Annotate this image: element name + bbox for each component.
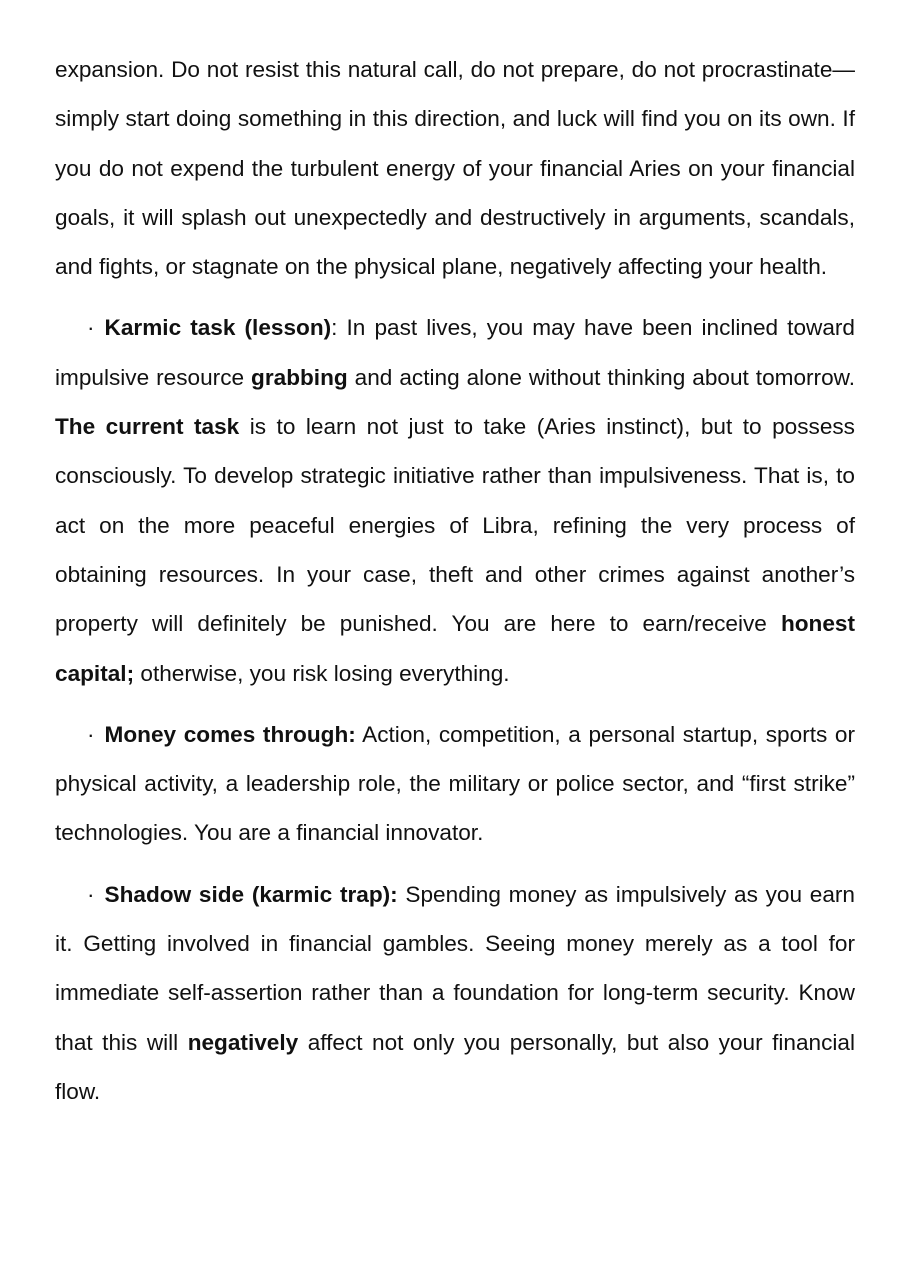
karmic-task-text-3: is to learn not just to take (Aries instinct), but to possess consciously. To develop strategic initiative rather than impulsiveness. That is, to act on the more peaceful energies of Libra, refining the very process of obtaining resources. In your case, theft and other crimes against another’s property will definitely be punished. You are here to earn/receive xyxy=(55,414,855,637)
shadow-side-paragraph xyxy=(55,870,855,1116)
bullet-glyph: · xyxy=(87,721,95,747)
karmic-task-text-2: and acting alone without thinking about tomorrow. xyxy=(347,364,855,390)
bullet-glyph: · xyxy=(87,315,95,341)
karmic-task-text-4: otherwise, you risk losing everything. xyxy=(134,660,510,686)
intro-paragraph xyxy=(55,45,855,291)
bullet-glyph: · xyxy=(87,881,95,907)
karmic-task-bold-honest-capital: honest capital; xyxy=(55,611,855,686)
money-comes-text: Action, competition, a personal startup, sports or physical activity, a leadership role, the military or police sector, and “first strike” technologies. You are a financial innovator. xyxy=(55,721,856,846)
intro-text: expansion. Do not resist this natural call, do not prepare, do not procrastinate—simply start doing something in this direction, and luck will find you on its own. If you do not expend the turbulent energy of your financial Aries on your financial goals, it will splash out unexpectedly and destructively in arguments, scandals, and fights, or stagnate on the physical plane, negatively affecting your health. xyxy=(55,57,855,280)
money-comes-heading: Money comes through: xyxy=(104,721,356,747)
money-comes-paragraph xyxy=(55,710,855,858)
karmic-task-bold-current-task: The current task xyxy=(55,414,240,440)
karmic-task-paragraph xyxy=(55,303,855,697)
karmic-task-heading: Karmic task (lesson) xyxy=(104,315,332,341)
shadow-side-bold-negatively: negatively xyxy=(187,1029,299,1055)
karmic-task-bold-grabbing: grabbing xyxy=(251,364,348,390)
shadow-side-text-1: Spending money as impulsively as you earn it. Getting involved in financial gambles. Seeing money merely as a tool for immediate self-assertion rather than a foundation for long-term security. Know that this will xyxy=(55,881,856,1055)
karmic-task-text-1: In past lives, you may have been inclined toward impulsive resource xyxy=(55,315,855,390)
document-page xyxy=(55,45,855,1128)
karmic-task-colon: : xyxy=(331,315,338,341)
shadow-side-text-2: affect not only you personally, but also your financial flow. xyxy=(55,1029,855,1104)
shadow-side-heading: Shadow side (karmic trap): xyxy=(104,881,398,907)
